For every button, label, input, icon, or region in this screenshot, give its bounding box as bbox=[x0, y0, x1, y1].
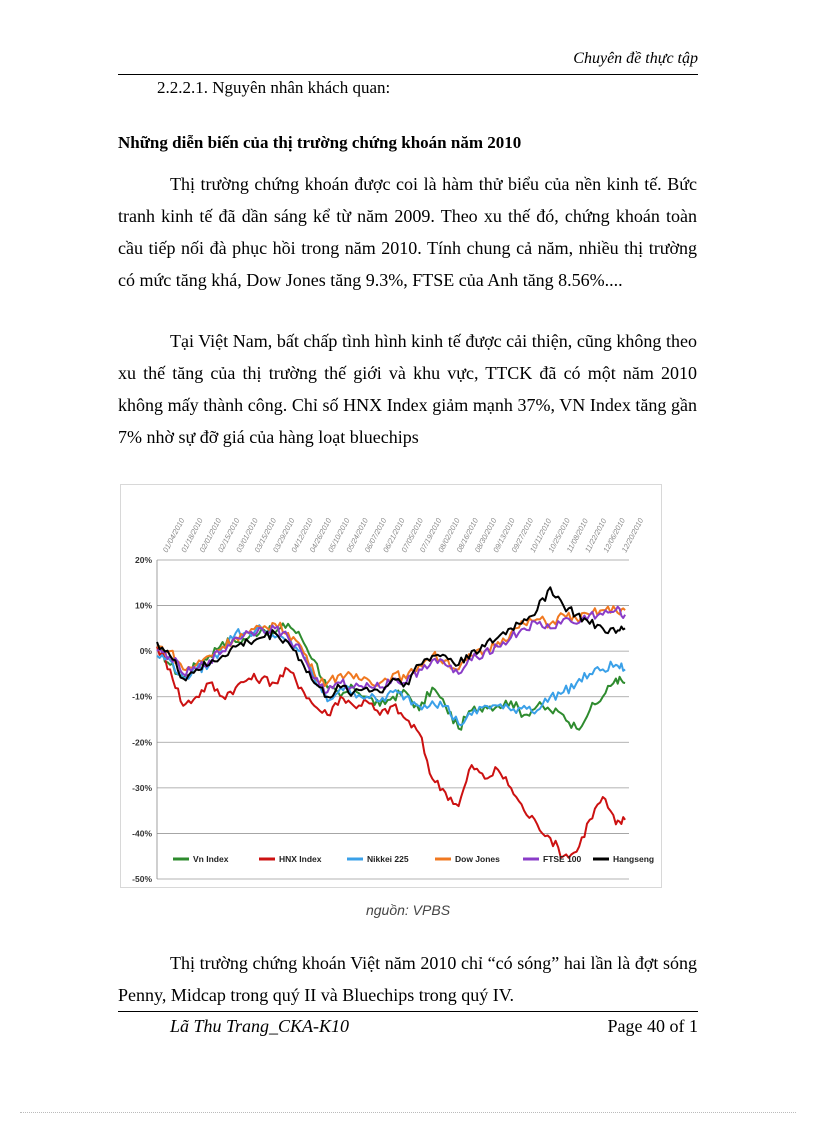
paragraph-3: Thị trường chứng khoán Việt năm 2010 chỉ “có sóng” hai lần là đợt sóng Penny, Midcap trong quý II và Bluechips trong quý IV. bbox=[118, 953, 697, 1005]
x-tick-label: 06/21/2010 bbox=[381, 516, 407, 554]
x-tick-label: 05/10/2010 bbox=[326, 516, 352, 554]
figure-source: nguồn: VPBS bbox=[365, 902, 451, 918]
x-tick-label: 07/19/2010 bbox=[417, 516, 444, 554]
y-tick-label: -40% bbox=[132, 828, 152, 839]
footer-author: Lã Thu Trang_CKA-K10 bbox=[170, 1016, 350, 1036]
x-tick-label: 07/05/2010 bbox=[399, 516, 426, 554]
x-tick-label: 10/25/2010 bbox=[546, 516, 572, 554]
footer-divider bbox=[118, 1011, 698, 1012]
x-tick-label: 11/08/2010 bbox=[564, 517, 590, 554]
paragraph-1: Thị trường chứng khoán được coi là hàm thử biểu của nền kinh tế. Bức tranh kinh tế đã dần sáng kể từ năm 2009. Theo xu thế đó, chứng khoán toàn cầu tiếp nối đà phục hồi trong năm 2010. Tính chung cả năm, nhiều thị trường có mức tăng khá, Dow Jones tăng 9.3%, FTSE của Anh tăng 8.56%.... bbox=[118, 174, 697, 290]
y-tick-label: 20% bbox=[134, 555, 152, 565]
x-tick-label: 05/24/2010 bbox=[344, 516, 370, 554]
section-heading: Những diễn biến của thị trường chứng khoán năm 2010 bbox=[118, 133, 522, 152]
x-tick-label: 08/30/2010 bbox=[472, 516, 499, 554]
y-tick-label: -20% bbox=[132, 737, 152, 748]
header-divider bbox=[118, 74, 698, 75]
index-comparison-chart bbox=[120, 484, 662, 888]
x-tick-label: 03/01/2010 bbox=[234, 516, 260, 554]
x-tick-label: 09/27/2010 bbox=[509, 516, 536, 554]
x-tick-label: 04/12/2010 bbox=[289, 516, 315, 554]
section-subheading: 2.2.2.1. Nguyên nhân khách quan: bbox=[157, 78, 391, 97]
x-tick-label: 08/16/2010 bbox=[454, 516, 481, 554]
footer-page-number: Page 40 of 1 bbox=[607, 1016, 698, 1036]
legend-label-hangseng: Hangseng bbox=[613, 854, 655, 864]
y-tick-label: -30% bbox=[132, 782, 152, 793]
legend-label-nikkei-225: Nikkei 225 bbox=[367, 854, 409, 864]
paragraph-2: Tại Việt Nam, bất chấp tình hình kinh tế được cải thiện, cũng không theo xu thế tăng của thị trường thế giới và khu vực, TTCK đã có một năm 2010 không mấy thành công. Chỉ số HNX Index giảm mạnh 37%, VN Index tăng gần 7% nhờ sự đỡ giá của hàng loạt bluechips bbox=[118, 331, 697, 447]
x-tick-label: 04/26/2010 bbox=[307, 516, 334, 554]
legend-label-ftse-100: FTSE 100 bbox=[543, 854, 582, 864]
legend-label-dow-jones: Dow Jones bbox=[455, 854, 500, 864]
y-tick-label: 0% bbox=[139, 646, 152, 657]
page-header-title: Chuyên đề thực tập bbox=[573, 50, 698, 67]
y-tick-label: -10% bbox=[132, 691, 152, 702]
x-tick-label: 08/02/2010 bbox=[436, 516, 462, 554]
x-tick-label: 02/15/2010 bbox=[215, 516, 242, 554]
x-tick-label: 03/29/2010 bbox=[270, 516, 297, 554]
y-tick-label: 10% bbox=[134, 600, 152, 611]
x-tick-label: 11/22/2010 bbox=[582, 517, 609, 554]
x-tick-label: 12/06/2010 bbox=[601, 516, 627, 554]
y-tick-label: -50% bbox=[132, 874, 152, 884]
legend-label-hnx-index: HNX Index bbox=[279, 854, 322, 864]
x-tick-label: 06/07/2010 bbox=[362, 516, 389, 554]
x-tick-label: 10/11/2010 bbox=[527, 517, 554, 554]
x-tick-label: 01/04/2010 bbox=[160, 516, 187, 554]
x-tick-label: 01/18/2010 bbox=[179, 516, 205, 554]
x-tick-label: 09/13/2010 bbox=[491, 516, 517, 554]
x-tick-label: 03/15/2010 bbox=[252, 516, 279, 554]
page-bottom-border bbox=[20, 1112, 796, 1113]
x-tick-label: 02/01/2010 bbox=[197, 516, 224, 554]
legend-label-vn-index: Vn Index bbox=[193, 854, 229, 864]
x-tick-label: 12/20/2010 bbox=[619, 516, 646, 554]
chart-svg bbox=[121, 485, 661, 887]
